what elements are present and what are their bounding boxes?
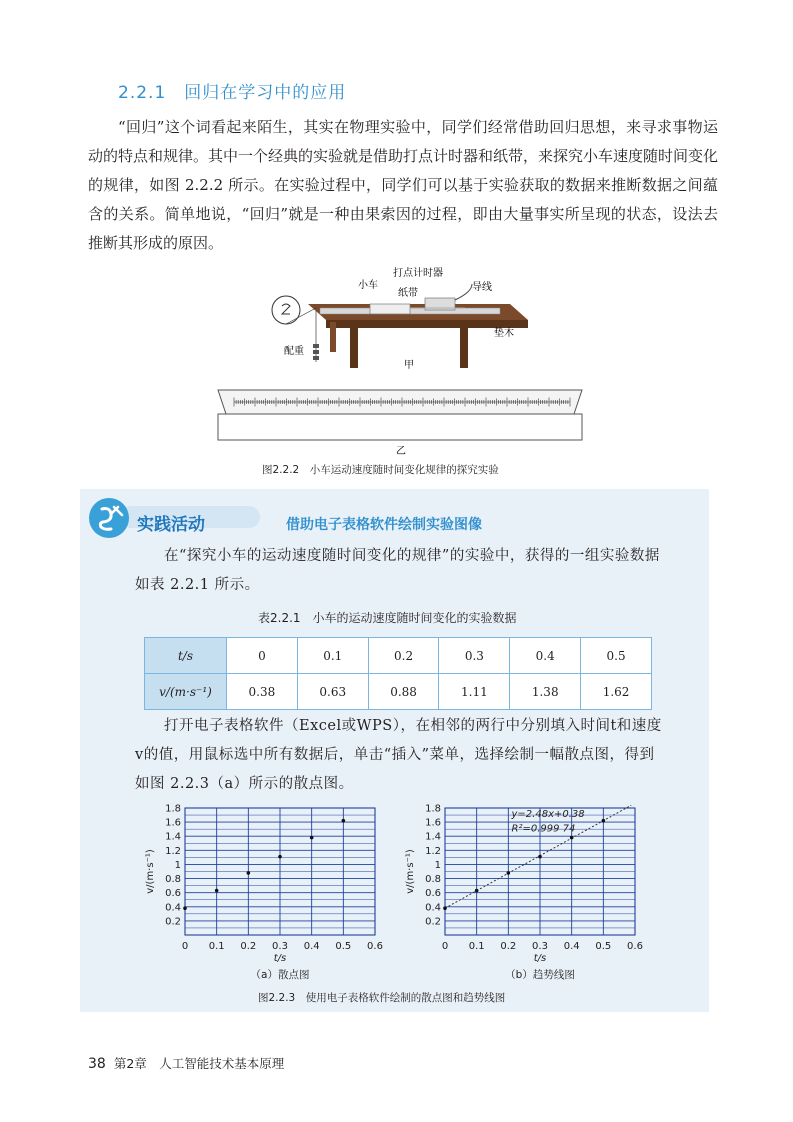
chart-b-ylabel: v/(m·s⁻¹) [405,849,416,894]
page-number: 38 [88,1056,106,1072]
chart-a-point [183,906,187,910]
chart-b-point [538,855,542,859]
intro-text: “回归”这个词看起来陌生，其实在物理实验中，同学们经常借助回归思想，来寻求事物运动的特点和规律。其中一个经典的实验就是借助打点计时器和纸带，来探究小车速度随时间变化的规律，如图 2.2.2 所示。在实验过程中，同学们可以基于实验获取的数据来推断数据之间蕴含的关系。简单地说，“回归”就是一种由果索因的过程，即由大量事实所呈现的状态，设法去推断其形成的原因。 [88,118,719,252]
data-table [144,637,652,710]
chart-b-svg [395,800,665,990]
chart-b-point [475,889,479,893]
chart-a-ytick-label: 1.8 [165,803,181,815]
chart-b-xtick-label: 0.6 [627,941,643,952]
chart-a-ytick-label: 1.2 [165,845,181,857]
activity-paragraph-1 [135,542,665,600]
chart-a-ytick-label: 0.8 [165,874,181,886]
chart-b-ytick-label: 0.4 [425,902,441,914]
table-cell: 0.4 [510,638,581,674]
chart-b-ytick-label: 1.4 [425,831,441,843]
chart-b-point [507,871,511,875]
label-guide: 导线 [472,282,492,293]
chart-b-xtick-label: 0.1 [468,941,485,952]
chart-b-ytick-label: 1.8 [425,803,441,815]
chart-b-xtick-label: 0.5 [595,941,612,952]
chart-a-ytick-label: 1.4 [165,831,181,843]
table-cell: 0.1 [297,638,368,674]
table-cell: 0.88 [368,674,439,710]
chart-b-equation: y=2.48x+0.38 [511,809,585,821]
table-cell: 0 [227,638,298,674]
chart-a-point [215,889,219,893]
section-number: 2.2.1 [118,83,167,103]
activity-text-1: 在“探究小车的运动速度随时间变化的规律”的实验中，获得的一组实验数据如表 2.2.1 所示。 [135,548,660,593]
chart-a-xtick-label: 0.4 [303,941,320,952]
paper-tape-ruler [218,390,582,440]
section-title: 回归在学习中的应用 [184,83,347,103]
table-row-time [145,638,652,674]
chart-b-point [443,906,447,910]
chart-a-ytick-label: 0.4 [165,902,181,914]
label-tape: 纸带 [398,288,418,299]
chart-a-xtick-label: 0.5 [335,941,352,952]
chart-a-ytick-label: 0.6 [165,888,181,900]
table-cell: 0.2 [368,638,439,674]
chart-a-point [342,819,346,823]
chart-b-ytick-label: 1.2 [425,845,441,857]
chart-a-point [310,836,314,840]
activity-paragraph-2 [135,712,665,799]
label-timer: 打点计时器 [393,268,443,279]
trend-chart-b [395,800,665,990]
chart-b-point [570,836,574,840]
chart-b-ytick-label: 1 [434,859,441,871]
chart-b-subcaption: （b）趋势线图 [505,969,575,981]
chapter-title: 第2章 人工智能技术基本原理 [113,1056,285,1071]
chart-a-point [247,871,251,875]
chart-b-xtick-label: 0 [441,941,449,952]
label-part-b: 乙 [396,446,406,457]
chart-a-ylabel: v/(m·s⁻¹) [145,849,156,894]
chart-a-xtick-label: 0 [181,941,189,952]
section-heading [118,78,346,103]
chart-a-ytick-label: 1.6 [165,817,181,829]
activity-label: 实践活动 [137,515,205,535]
figure-223-caption: 图2.2.3 使用电子表格软件绘制的散点图和趋势线图 [258,992,506,1004]
chart-a-xlabel: t/s [273,953,287,964]
table-221-caption: 表2.2.1 小车的运动速度随时间变化的实验数据 [258,611,517,625]
page-footer [88,1054,284,1072]
table-row-velocity [145,674,652,710]
chart-a-ytick-label: 0.2 [165,916,181,928]
chart-a-subcaption: （a）散点图 [250,969,310,981]
chart-a-ytick-label: 1 [174,859,181,871]
chart-a-grid [185,808,375,935]
chart-a-xtick-label: 0.1 [208,941,225,952]
table-cell: 1.38 [510,674,581,710]
chart-a-xtick-label: 0.6 [367,941,383,952]
table-cell: 0.38 [227,674,298,710]
chart-b-ytick-label: 0.6 [425,888,441,900]
chart-b-xtick-label: 0.3 [532,941,548,952]
chart-a-svg [135,800,395,990]
chart-a-xtick-label: 0.3 [272,941,288,952]
table-cell: 0.5 [581,638,652,674]
chart-b-ytick-label: 1.6 [425,817,441,829]
chart-a-point [278,855,282,859]
chart-b-point [602,819,606,823]
chart-b-ytick-label: 0.8 [425,874,441,886]
activity-text-2: 打开电子表格软件（Excel或WPS），在相邻的两行中分别填入时间t和速度v的值，用鼠标选中所有数据后，单击“插入”菜单，选择绘制一幅散点图，得到如图 2.2.3（a）所示的散点图。 [135,718,662,792]
activity-title: 借助电子表格软件绘制实验图像 [286,517,482,533]
figure-222-caption: 图2.2.2 小车运动速度随时间变化规律的探究实验 [262,464,499,476]
label-weight: 配重 [284,346,304,357]
table-cell: 0.63 [297,674,368,710]
figure-experiment-illustration [210,262,590,462]
table-cell: 1.62 [581,674,652,710]
label-part-a: 甲 [404,360,414,371]
chart-b-ytick-label: 0.2 [425,916,441,928]
chart-b-xtick-label: 0.4 [563,941,580,952]
chart-a-xtick-label: 0.2 [240,941,257,952]
activity-icon [88,497,130,539]
table-cell: 0.3 [439,638,510,674]
table-header-v: v/(m·s⁻¹) [145,674,227,710]
intro-paragraph [88,113,718,258]
table-cell: 1.11 [439,674,510,710]
table-header-t: t/s [145,638,227,674]
chart-b-xlabel: t/s [533,953,547,964]
chart-b-xtick-label: 0.2 [500,941,517,952]
chart-b-r2: R²=0.999 74 [511,823,576,835]
label-cart: 小车 [358,280,378,291]
label-block: 垫木 [494,328,514,339]
scatter-chart-a [135,800,395,990]
